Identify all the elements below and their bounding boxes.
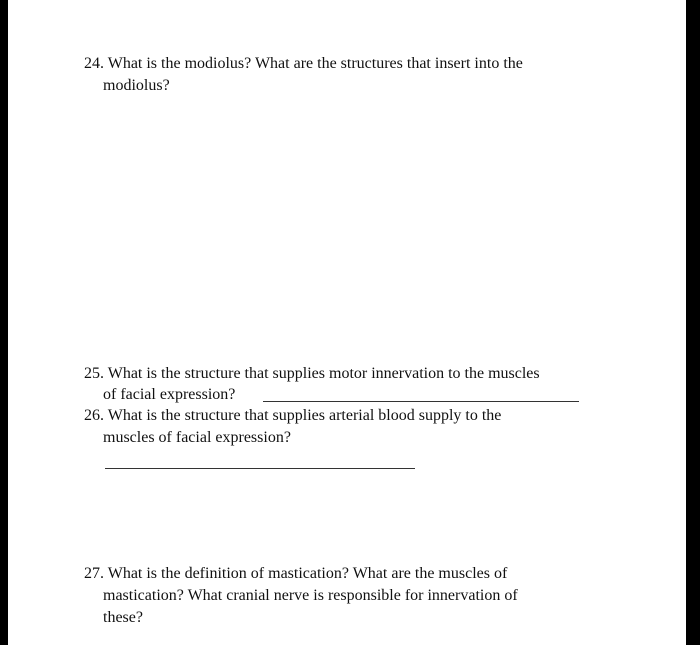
question-26-line-1: 26. What is the structure that supplies arterial blood supply to the [84, 407, 502, 424]
question-25-line-2-wrap [103, 384, 235, 405]
question-25-line-1: 25. What is the structure that supplies motor innervation to the muscles [84, 365, 540, 382]
answer-blank-25[interactable] [263, 401, 579, 402]
question-27-line-2: mastication? What cranial nerve is responsible for innervation of [103, 587, 518, 604]
answer-blank-26[interactable] [105, 468, 415, 469]
question-27-line-1: 27. What is the definition of mastication? What are the muscles of [84, 565, 508, 582]
question-26-line-2: muscles of facial expression? [103, 429, 291, 446]
worksheet-page [8, 0, 686, 645]
question-25-line-2: of facial expression? [103, 386, 236, 403]
question-24-line-1: 24. What is the modiolus? What are the structures that insert into the [84, 55, 523, 72]
question-24-line-2: modiolus? [103, 77, 170, 94]
question-27-line-3: these? [103, 609, 143, 626]
